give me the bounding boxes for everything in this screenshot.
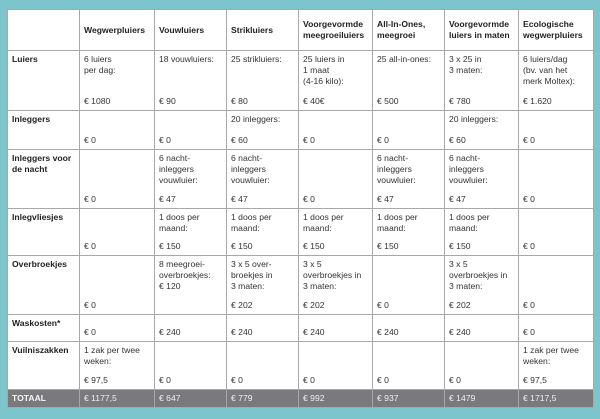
cell-content [159,259,222,311]
cell-description: 3 x 5 over- broekjes in 3 maten: [231,259,273,291]
cost-cell [519,342,594,390]
column-header: Ecologische wegwerpluiers [519,10,594,51]
cell-price: € 202 [449,300,471,311]
cost-cell [519,209,594,256]
cell-price: € 0 [159,135,171,146]
cell-price: € 150 [159,241,181,252]
cost-cell [445,150,519,209]
table-row [8,209,594,256]
cost-cell [80,342,155,390]
cell-content [523,114,589,146]
row-label: Luiers [8,51,80,111]
cell-content [159,153,222,205]
cell-description: 3 x 25 in 3 maten: [449,54,483,75]
cell-price: € 240 [377,327,399,338]
cost-cell [519,256,594,315]
cell-content [84,54,150,107]
cost-cell [373,150,445,209]
cell-price: € 40€ [303,96,325,107]
cell-content [159,345,222,386]
cost-cell [80,315,155,342]
row-label: Inlegvliesjes [8,209,80,256]
cost-cell [299,150,373,209]
cost-cell [299,315,373,342]
cell-price: € 0 [523,194,535,205]
cell-description: 6 nacht- inleggers vouwluier: [159,153,198,185]
cost-cell [299,342,373,390]
cell-price: € 0 [449,375,461,386]
total-row [8,390,594,408]
cell-content [523,345,589,386]
cell-price: € 240 [449,327,471,338]
row-label: Inleggers [8,111,80,150]
cell-content [231,114,294,146]
cell-content [231,54,294,107]
table-row [8,342,594,390]
corner-header [8,10,80,51]
cost-cell [155,209,227,256]
cost-cell [155,51,227,111]
cell-content [303,212,368,252]
cell-content [231,153,294,205]
cell-price: € 202 [303,300,325,311]
cell-content [84,114,150,146]
cell-content [231,345,294,386]
cell-content [449,318,514,338]
total-value: € 1177,5 [80,390,155,408]
total-value: € 779 [227,390,299,408]
cell-description: 3 x 5 overbroekjes in 3 maten: [449,259,508,291]
cell-price: € 0 [523,135,535,146]
cell-content [523,212,589,252]
cell-price: € 500 [377,96,399,107]
cell-price: € 60 [449,135,466,146]
cost-cell [155,111,227,150]
cell-price: € 0 [523,327,535,338]
cell-price: € 90 [159,96,176,107]
cost-cell [299,51,373,111]
cell-description: 1 doos per maand: [449,212,490,233]
cell-price: € 0 [84,135,96,146]
cost-cell [227,111,299,150]
cell-price: € 0 [84,300,96,311]
cost-cell [155,342,227,390]
total-label: TOTAAL [8,390,80,408]
cell-description: 1 zak per twee weken: [523,345,579,366]
cell-description: 6 luiers/dag (bv. van het merk Moltex): [523,54,576,86]
cell-content [84,153,150,205]
cell-description: 1 doos per maand: [303,212,344,233]
cell-price: € 150 [231,241,253,252]
cell-content [303,259,368,311]
cell-content [523,318,589,338]
cell-price: € 0 [377,300,389,311]
cell-price: € 0 [84,327,96,338]
cell-content [303,345,368,386]
cell-content [303,318,368,338]
cell-content [159,114,222,146]
cell-content [377,212,440,252]
cost-cell [373,342,445,390]
cell-description: 3 x 5 overbroekjes in 3 maten: [303,259,362,291]
cell-description: 25 all-in-ones: [377,54,431,64]
row-label: Overbroekjes [8,256,80,315]
cell-content [449,345,514,386]
cell-price: € 47 [231,194,248,205]
cell-content [303,54,368,107]
cell-price: € 80 [231,96,248,107]
cell-content [231,259,294,311]
cell-price: € 202 [231,300,253,311]
cost-cell [227,342,299,390]
cell-price: € 240 [231,327,253,338]
cell-price: € 0 [523,300,535,311]
total-value: € 1479 [445,390,519,408]
cell-content [84,259,150,311]
cost-cell [227,150,299,209]
cost-cell [373,111,445,150]
table-row [8,256,594,315]
cell-price: € 1080 [84,96,111,107]
table-row [8,315,594,342]
cell-price: € 0 [84,194,96,205]
cost-cell [227,315,299,342]
row-label: Vuilniszakken [8,342,80,390]
cell-description: 6 nacht- inleggers vouwluier: [449,153,488,185]
cost-cell [80,51,155,111]
cost-cell [227,209,299,256]
cell-price: € 0 [377,375,389,386]
cell-description: 1 zak per twee weken: [84,345,140,366]
cost-cell [445,342,519,390]
cell-content [159,212,222,252]
row-label: Inleggers voor de nacht [8,150,80,209]
cost-cell [445,209,519,256]
column-header: Wegwerpluiers [80,10,155,51]
column-header: Strikluiers [227,10,299,51]
total-value: € 1717,5 [519,390,594,408]
cell-content [377,54,440,107]
cell-price: € 47 [377,194,394,205]
cost-cell [519,150,594,209]
table-row [8,150,594,209]
cost-cell [155,315,227,342]
cell-content [231,318,294,338]
cell-content [449,259,514,311]
column-header: All-In-Ones, meegroei [373,10,445,51]
cell-content [377,318,440,338]
cell-description: 20 inleggers: [231,114,281,124]
cost-cell [155,256,227,315]
cost-cell [445,256,519,315]
cell-description: 25 luiers in 1 maat (4-16 kilo): [303,54,345,86]
cost-cell [155,150,227,209]
cell-price: € 0 [377,135,389,146]
cost-cell [373,256,445,315]
cost-cell [80,150,155,209]
cost-cell [299,209,373,256]
cell-price: € 0 [231,375,243,386]
total-value: € 992 [299,390,373,408]
cost-cell [80,209,155,256]
cell-description: 25 strikluiers: [231,54,282,64]
cell-price: € 0 [523,241,535,252]
diaper-cost-table [7,9,594,408]
cost-cell [445,111,519,150]
cell-content [449,212,514,252]
cell-price: € 0 [303,135,315,146]
total-value: € 647 [155,390,227,408]
cell-price: € 1.620 [523,96,552,107]
cell-description: 6 nacht- inleggers vouwluier: [377,153,416,185]
cell-content [377,345,440,386]
row-label: Waskosten* [8,315,80,342]
cost-cell [519,51,594,111]
cell-description: 1 doos per maand: [231,212,272,233]
cell-price: € 60 [231,135,248,146]
cost-cell [80,256,155,315]
table-row [8,51,594,111]
cell-content [523,54,589,107]
cost-cell [299,111,373,150]
cell-price: € 150 [303,241,325,252]
cell-price: € 97,5 [84,375,108,386]
cost-cell [445,315,519,342]
cell-description: 1 doos per maand: [377,212,418,233]
cost-cell [299,256,373,315]
cell-description: 20 inleggers: [449,114,499,124]
cost-cell [373,315,445,342]
total-value: € 937 [373,390,445,408]
cell-content [449,153,514,205]
header-row [8,10,594,51]
cell-price: € 0 [303,375,315,386]
cell-price: € 0 [84,241,96,252]
cell-content [523,259,589,311]
cell-content [523,153,589,205]
cell-content [84,318,150,338]
cell-description: 6 luiers per dag: [84,54,116,75]
cell-content [159,318,222,338]
column-header: Vouwluiers [155,10,227,51]
cost-cell [227,256,299,315]
cell-content [84,212,150,252]
cell-description: 8 meegroei- overbroekjes: € 120 [159,259,211,291]
cost-cell [373,209,445,256]
cell-content [377,259,440,311]
cell-price: € 240 [303,327,325,338]
column-header: Voorgevormde luiers in maten [445,10,519,51]
cell-content [377,153,440,205]
cell-content [449,114,514,146]
cell-content [303,114,368,146]
cell-price: € 47 [449,194,466,205]
cell-price: € 150 [377,241,399,252]
cost-cell [227,51,299,111]
cell-description: 1 doos per maand: [159,212,200,233]
cell-price: € 240 [159,327,181,338]
table-row [8,111,594,150]
cost-cell [519,111,594,150]
cost-cell [373,51,445,111]
cell-content [159,54,222,107]
cell-price: € 150 [449,241,471,252]
cell-price: € 97,5 [523,375,547,386]
cost-cell [80,111,155,150]
cell-description: 6 nacht- inleggers vouwluier: [231,153,270,185]
cell-price: € 0 [303,194,315,205]
cost-cell [445,51,519,111]
cell-description: 18 vouwluiers: [159,54,214,64]
cell-content [303,153,368,205]
cell-price: € 0 [159,375,171,386]
cell-content [84,345,150,386]
cell-content [449,54,514,107]
cell-content [231,212,294,252]
cell-price: € 47 [159,194,176,205]
cell-content [377,114,440,146]
column-header: Voorgevormde meegroeiluiers [299,10,373,51]
cell-price: € 780 [449,96,471,107]
cost-cell [519,315,594,342]
